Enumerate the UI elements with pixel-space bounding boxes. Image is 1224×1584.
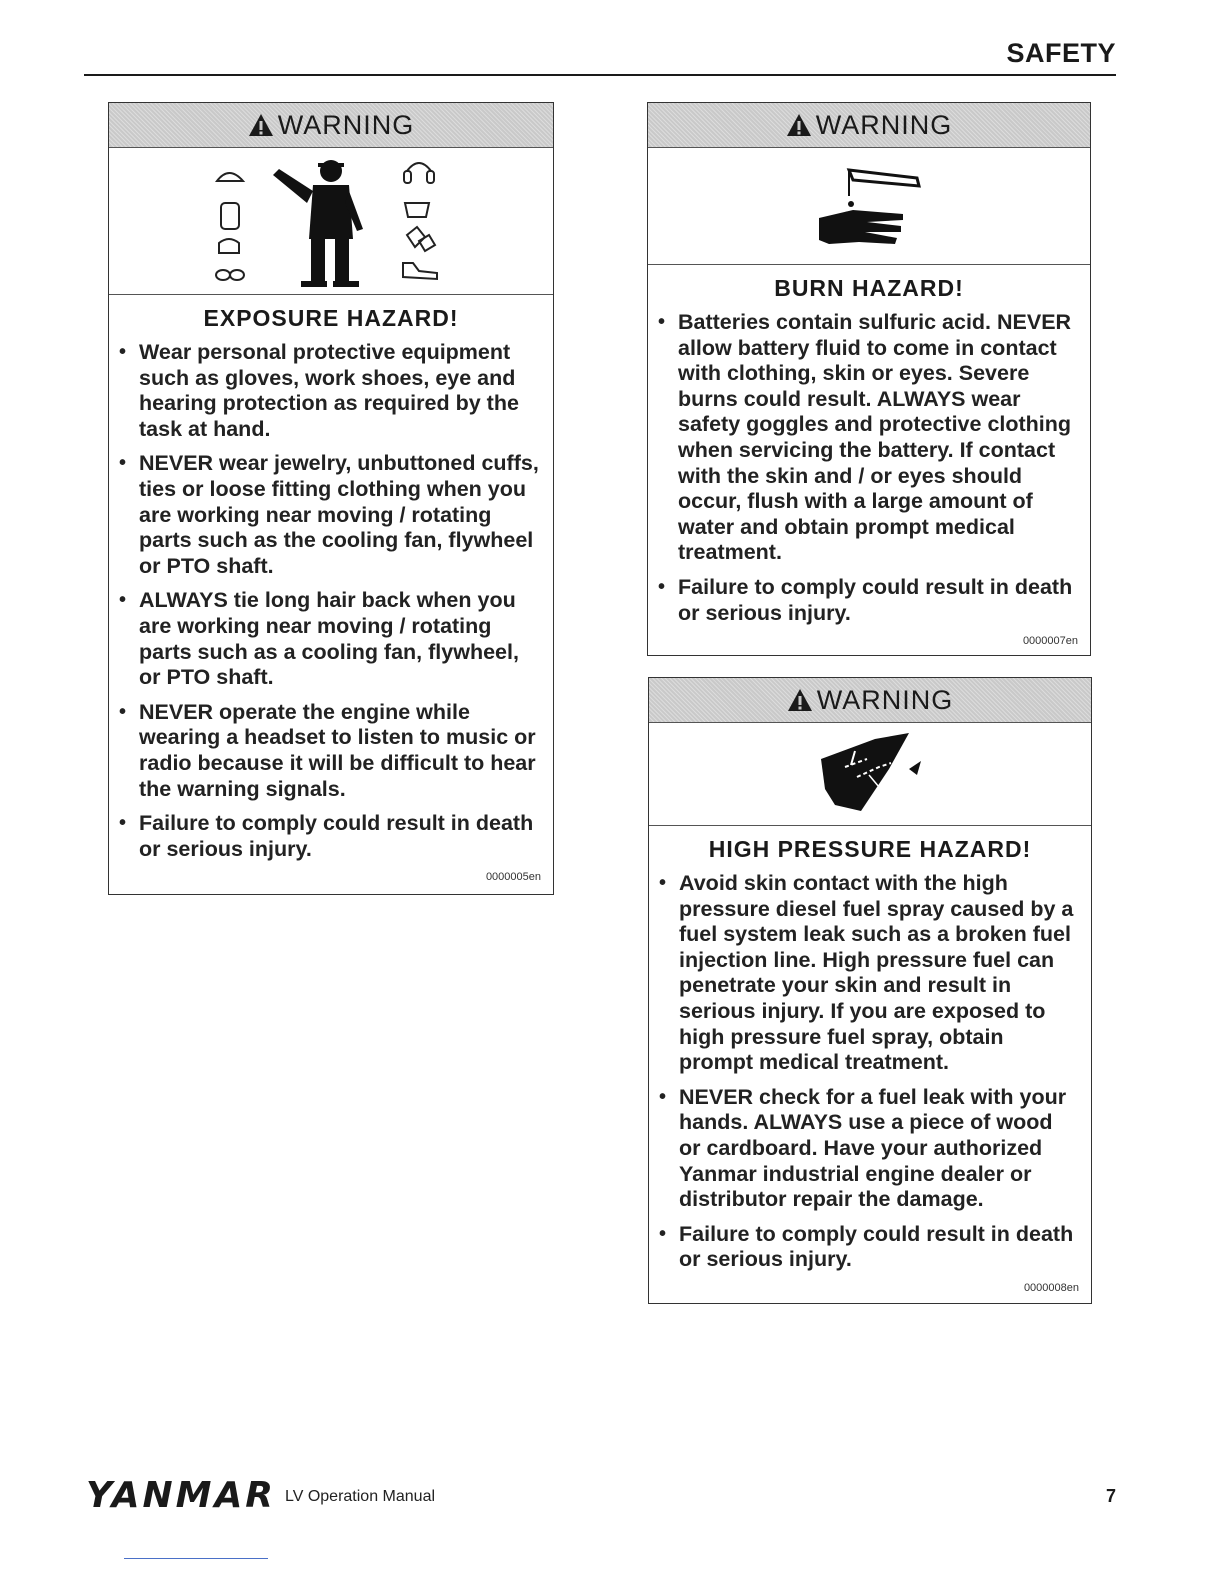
warning-box-burn: [647, 102, 1091, 656]
yanmar-logo: YANMAR: [86, 1475, 277, 1516]
label-code: 0000008en: [1023, 1281, 1079, 1294]
warning-box-exposure: [108, 102, 554, 895]
protective-equipment-icon: [201, 151, 461, 291]
fuel-spray-icon: [805, 729, 935, 819]
header-divider: [84, 74, 1116, 76]
warning-banner-label: WARNING: [277, 109, 415, 140]
page-number: 7: [1106, 1486, 1117, 1506]
hazard-bullet-list: [109, 340, 553, 862]
list-item: • Batteries contain sulfuric acid. NEVER allow battery fluid to come in contact with clothing, skin or eyes. Severe burns could result. ALWAYS wear safety goggles and protective clothing when servicing the battery. If contact with the skin and / or eyes should occur, flush with a large amount of water and obtain prompt medical treatment.: [678, 310, 1078, 566]
warning-banner-label: WARNING: [816, 684, 954, 715]
list-item: • Failure to comply could result in death or serious injury.: [678, 575, 1078, 626]
acid-on-hand-icon: [809, 156, 929, 256]
hazard-title: HIGH PRESSURE HAZARD!: [708, 836, 1032, 862]
acid-burn-pictogram: [648, 148, 1090, 265]
fuel-spray-pictogram: [649, 723, 1091, 826]
hazard-bullet-list: [649, 871, 1091, 1273]
warning-banner: [649, 678, 1091, 723]
warning-triangle-icon: [786, 113, 812, 137]
hazard-title: BURN HAZARD!: [774, 275, 964, 301]
warning-banner: [109, 103, 553, 148]
manual-title: LV Operation Manual: [285, 1488, 436, 1505]
warning-banner: [648, 103, 1090, 148]
warning-triangle-icon: [248, 113, 274, 137]
hazard-bullet-list: [648, 310, 1090, 626]
warning-box-high-pressure: [648, 677, 1092, 1304]
list-item: • NEVER check for a fuel leak with your hands. ALWAYS use a piece of wood or cardboard. Have your authorized Yanmar industrial engine dealer or distributor repair the damage.: [679, 1085, 1079, 1213]
warning-triangle-icon: [787, 688, 813, 712]
list-item: • ALWAYS tie long hair back when you are working near moving / rotating parts such as a cooling fan, flywheel, or PTO shaft.: [139, 588, 541, 690]
label-code: 0000005en: [485, 871, 541, 884]
list-item: • Failure to comply could result in death or serious injury.: [679, 1222, 1079, 1273]
list-item: • Failure to comply could result in death or serious injury.: [139, 811, 541, 862]
list-item: • NEVER operate the engine while wearing a headset to listen to music or radio because it will be difficult to hear the warning signals.: [139, 700, 541, 802]
warning-banner-label: WARNING: [815, 109, 953, 140]
hazard-title: EXPOSURE HAZARD!: [203, 305, 459, 331]
label-code: 0000007en: [1022, 635, 1078, 648]
list-item: • Avoid skin contact with the high pressure diesel fuel spray caused by a fuel system leak such as a broken fuel injection line. High pressure fuel can penetrate your skin and result in serious injury. If you are exposed to high pressure fuel spray, obtain prompt medical treatment.: [679, 871, 1079, 1076]
ppe-pictogram: [109, 148, 553, 295]
list-item: • Wear personal protective equipment such as gloves, work shoes, eye and hearing protection as required by the task at hand.: [139, 340, 541, 442]
section-title: SAFETY: [1006, 38, 1116, 68]
list-item: • NEVER wear jewelry, unbuttoned cuffs, ties or loose fitting clothing when you are working near moving / rotating parts such as the cooling fan, flywheel or PTO shaft.: [139, 451, 541, 579]
bottom-divider: [124, 1558, 268, 1559]
